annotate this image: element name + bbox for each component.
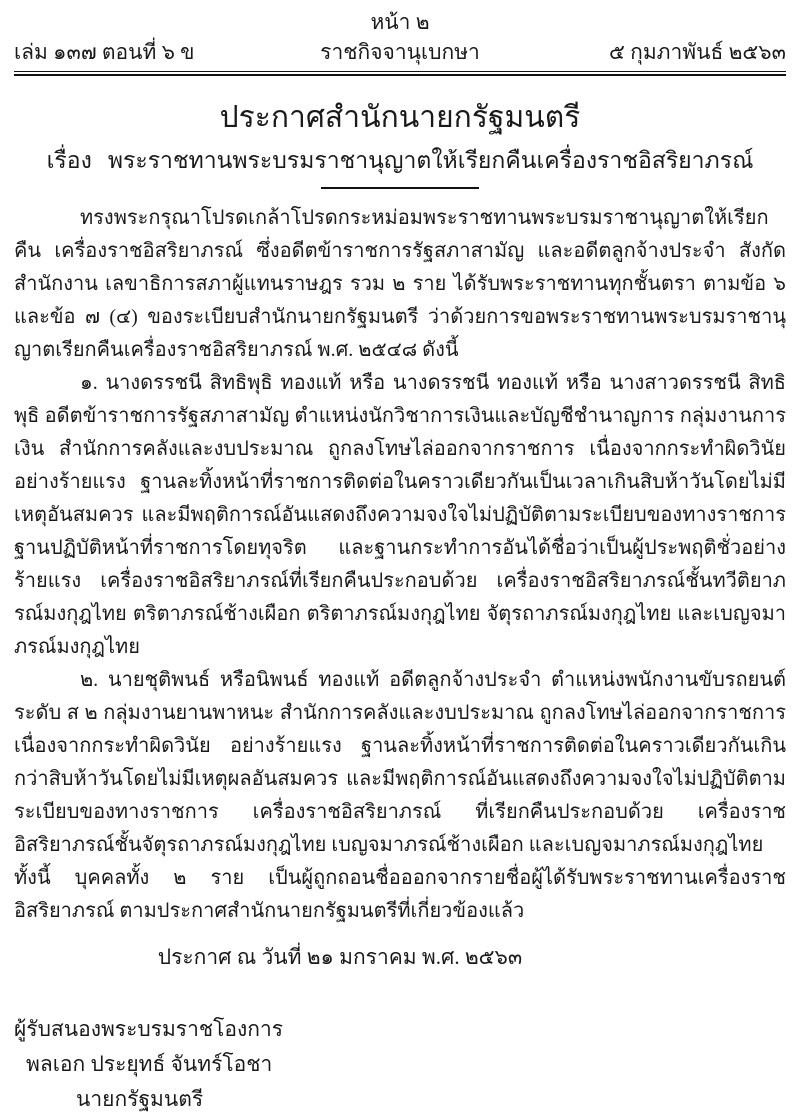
announcement-title: ประกาศสำนักนายกรัฐมนตรี <box>219 101 581 134</box>
gazette-header <box>14 38 786 66</box>
item-2-paragraph: ๒. นายชุติพนธ์ หรือนิพนธ์ ทองแท้ อดีตลูกจ้างประจำ ตำแหน่งพนักงานขับรถยนต์ ระดับ ส ๒ กลุ่มงานยานพาหนะ สำนักการคลังและงบประมาณ ถูกลงโทษไล่ออกจากราชการ เนื่องจากกระทำผิดวินัย อย่างร้ายแรง ฐานละทิ้งหน้าที่ราชการติดต่อในคราวเดียวกันเกินกว่าสิบห้าวันโดยไม่มีเหตุผลอันสมควร และมีพฤติการณ์อันแสดงถึงความจงใจไม่ปฏิบัติตามระเบียบของทางราชการ เครื่องราชอิสริยาภรณ์ ที่เรียกคืนประกอบด้วย เครื่องราชอิสริยาภรณ์ชั้นจัตุรถาภรณ์มงกุฎไทย เบญจมาภรณ์ช้างเผือก และเบญจมาภรณ์มงกุฎไทย <box>14 669 786 856</box>
proclamation-date: ประกาศ ณ วันที่ ๒๑ มกราคม พ.ศ. ๒๕๖๓ <box>157 945 523 969</box>
document-body <box>14 202 786 928</box>
signer-position: นายกรัฐมนตรี <box>76 1087 204 1111</box>
subject-text: พระราชทานพระบรมราชานุญาตให้เรียกคืนเครื่องราชอิสริยาภรณ์ <box>107 148 754 173</box>
countersign-line: ผู้รับสนองพระบรมราชโองการ <box>14 1017 284 1041</box>
gazette-name: ราชกิจจานุเบกษา <box>320 40 480 64</box>
signer-name: พลเอก ประยุทธ์ จันทร์โอชา <box>26 1052 273 1076</box>
publish-date: ๕ กุมภาพันธ์ ๒๕๖๓ <box>608 40 786 64</box>
page-number: หน้า ๒ <box>370 10 430 34</box>
closing-paragraph: ทั้งนี้ บุคคลทั้ง ๒ ราย เป็นผู้ถูกถอนชื่อออกจากรายชื่อผู้ได้รับพระราชทานเครื่องราชอิสริยาภรณ์ ตามประกาศสำนักนายกรัฐมนตรีที่เกี่ยวข้องแล้ว <box>14 867 786 922</box>
header-divider <box>14 71 786 76</box>
item-1-paragraph: ๑. นางดรรชนี สิทธิพุธิ ทองแท้ หรือ นางดรรชนี ทองแท้ หรือ นางสาวดรรชนี สิทธิพุธิ อดีตข้าราชการรัฐสภาสามัญ ตำแหน่งนักวิชาการเงินและบัญชีชำนาญการ กลุ่มงานการเงิน สำนักการคลังและงบประมาณ ถูกลงโทษไล่ออกจากราชการ เนื่องจากกระทำผิดวินัยอย่างร้ายแรง ฐานละทิ้งหน้าที่ราชการติดต่อในคราวเดียวกันเป็นเวลาเกินสิบห้าวันโดยไม่มีเหตุอันสมควร และมีพฤติการณ์อันแสดงถึงความจงใจไม่ปฏิบัติตามระเบียบของทางราชการ ฐานปฏิบัติหน้าที่ราชการโดยทุจริต และฐานกระทำการอันได้ชื่อว่าเป็นผู้ประพฤติชั่วอย่างร้ายแรง เครื่องราชอิสริยาภรณ์ที่เรียกคืนประกอบด้วย เครื่องราชอิสริยาภรณ์ชั้นทวีติยาภรณ์มงกุฎไทย ตริตาภรณ์ช้างเผือก ตริตาภรณ์มงกุฎไทย จัตุรถาภรณ์มงกุฎไทย และเบญจมาภรณ์มงกุฎไทย <box>14 372 786 658</box>
signature-block <box>14 1012 786 1117</box>
intro-paragraph: ทรงพระกรุณาโปรดเกล้าโปรดกระหม่อมพระราชทานพระบรมราชานุญาตให้เรียกคืน เครื่องราชอิสริยาภรณ์ ซึ่งอดีตข้าราชการรัฐสภาสามัญ และอดีตลูกจ้างประจำ สังกัดสำนักงาน เลขาธิการสภาผู้แทนราษฎร รวม ๒ ราย ได้รับพระราชทานทุกชั้นตรา ตามข้อ ๖ และข้อ ๗ (๔) ของระเบียบสำนักนายกรัฐมนตรี ว่าด้วยการขอพระราชทานพระบรมราชานุญาตเรียกคืนเครื่องราชอิสริยาภรณ์ พ.ศ. ๒๕๔๘ ดังนี้ <box>14 207 786 361</box>
volume-info: เล่ม ๑๓๗ ตอนที่ ๖ ข <box>14 40 195 64</box>
title-divider <box>321 187 479 189</box>
announcement-subject <box>14 146 786 176</box>
subject-prefix: เรื่อง <box>46 148 92 173</box>
